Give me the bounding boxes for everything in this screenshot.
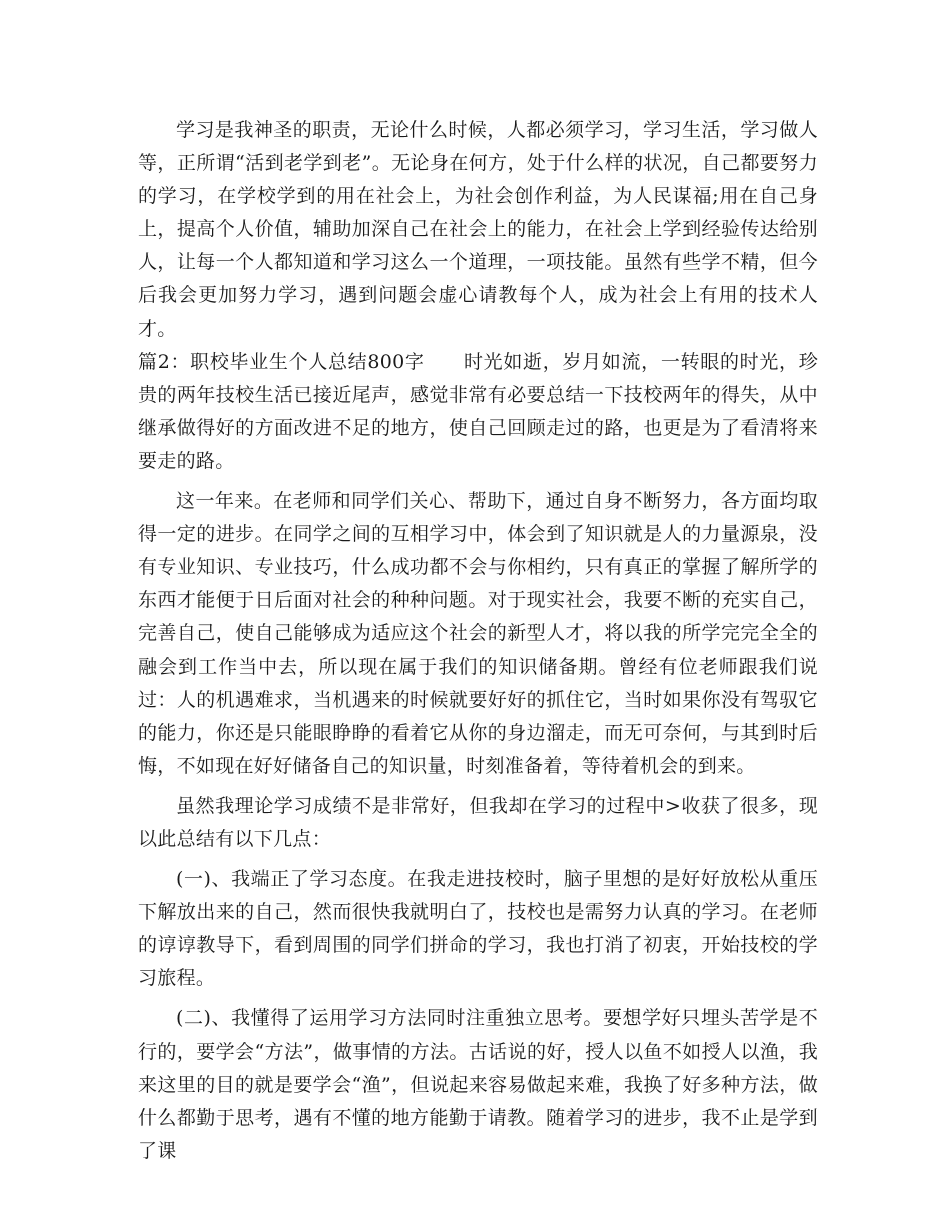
document-page bbox=[138, 114, 818, 1168]
paragraph-point-one: (一)、我端正了学习态度。在我走进技校时，脑子里想的是好好放松从重压下解放出来的自己，然而很快我就明白了，技校也是需努力认真的学习。在老师的谆谆教导下，看到周围的同学们拼命的学习，我也打消了初衷，开始技校的学习旅程。 bbox=[138, 868, 818, 990]
paragraph-summary-points: 虽然我理论学习成绩不是非常好，但我却在学习的过程中>收获了很多，现以此总结有以下几点： bbox=[138, 794, 818, 850]
paragraph-study-duty: 学习是我神圣的职责，无论什么时候，人都必须学习，学习生活，学习做人等，正所谓“活到老学到老”。无论身在何方，处于什么样的状况，自己都要努力的学习，在学校学到的用在社会上，为社会创作利益，为人民谋福;用在自己身上，提高个人价值，辅助加深自己在社会上的能力，在社会上学到经验传达给别人，让每一个人都知道和学习这么一个道理，一项技能。虽然有些学不精，但今后我会更加努力学习，遇到问题会虚心请教每个人，成为社会上有用的技术人才。 bbox=[138, 119, 818, 340]
paragraph-this-year: 这一年来。在老师和同学们关心、帮助下，通过自身不断努力，各方面均取得一定的进步。在同学之间的互相学习中，体会到了知识就是人的力量源泉，没有专业知识、专业技巧，什么成功都不会与你相约，只有真正的掌握了解所学的东西才能便于日后面对社会的种种问题。对于现实社会，我要不断的充实自己，完善自己，使自己能够成为适应这个社会的新型人才，将以我的所学完完全全的融会到工作当中去，所以现在属于我们的知识储备期。曾经有位老师跟我们说过：人的机遇难求，当机遇来的时候就要好好的抓住它，当时如果你没有驾驭它的能力，你还是只能眼睁睁的看着它从你的身边溜走，而无可奈何，与其到时后悔，不如现在好好储备自己的知识量，时刻准备着，等待着机会的到来。 bbox=[138, 490, 818, 777]
paragraph-article-2-intro: 篇2：职校毕业生个人总结800字 时光如逝，岁月如流，一转眼的时光，珍贵的两年技校生活已接近尾声，感觉非常有必要总结一下技校两年的得失，从中继承做得好的方面改进不足的地方，使自己回顾走过的路，也更是为了看清将来要走的路。 bbox=[138, 350, 818, 472]
paragraph-point-two: (二)、我懂得了运用学习方法同时注重独立思考。要想学好只埋头苦学是不行的，要学会“方法”，做事情的方法。古话说的好，授人以鱼不如授人以渔，我来这里的目的就是要学会“渔”，但说起来容易做起来难，我换了好多种方法，做什么都勤于思考，遇有不懂的地方能勤于请教。随着学习的进步，我不止是学到了课 bbox=[138, 1007, 818, 1162]
